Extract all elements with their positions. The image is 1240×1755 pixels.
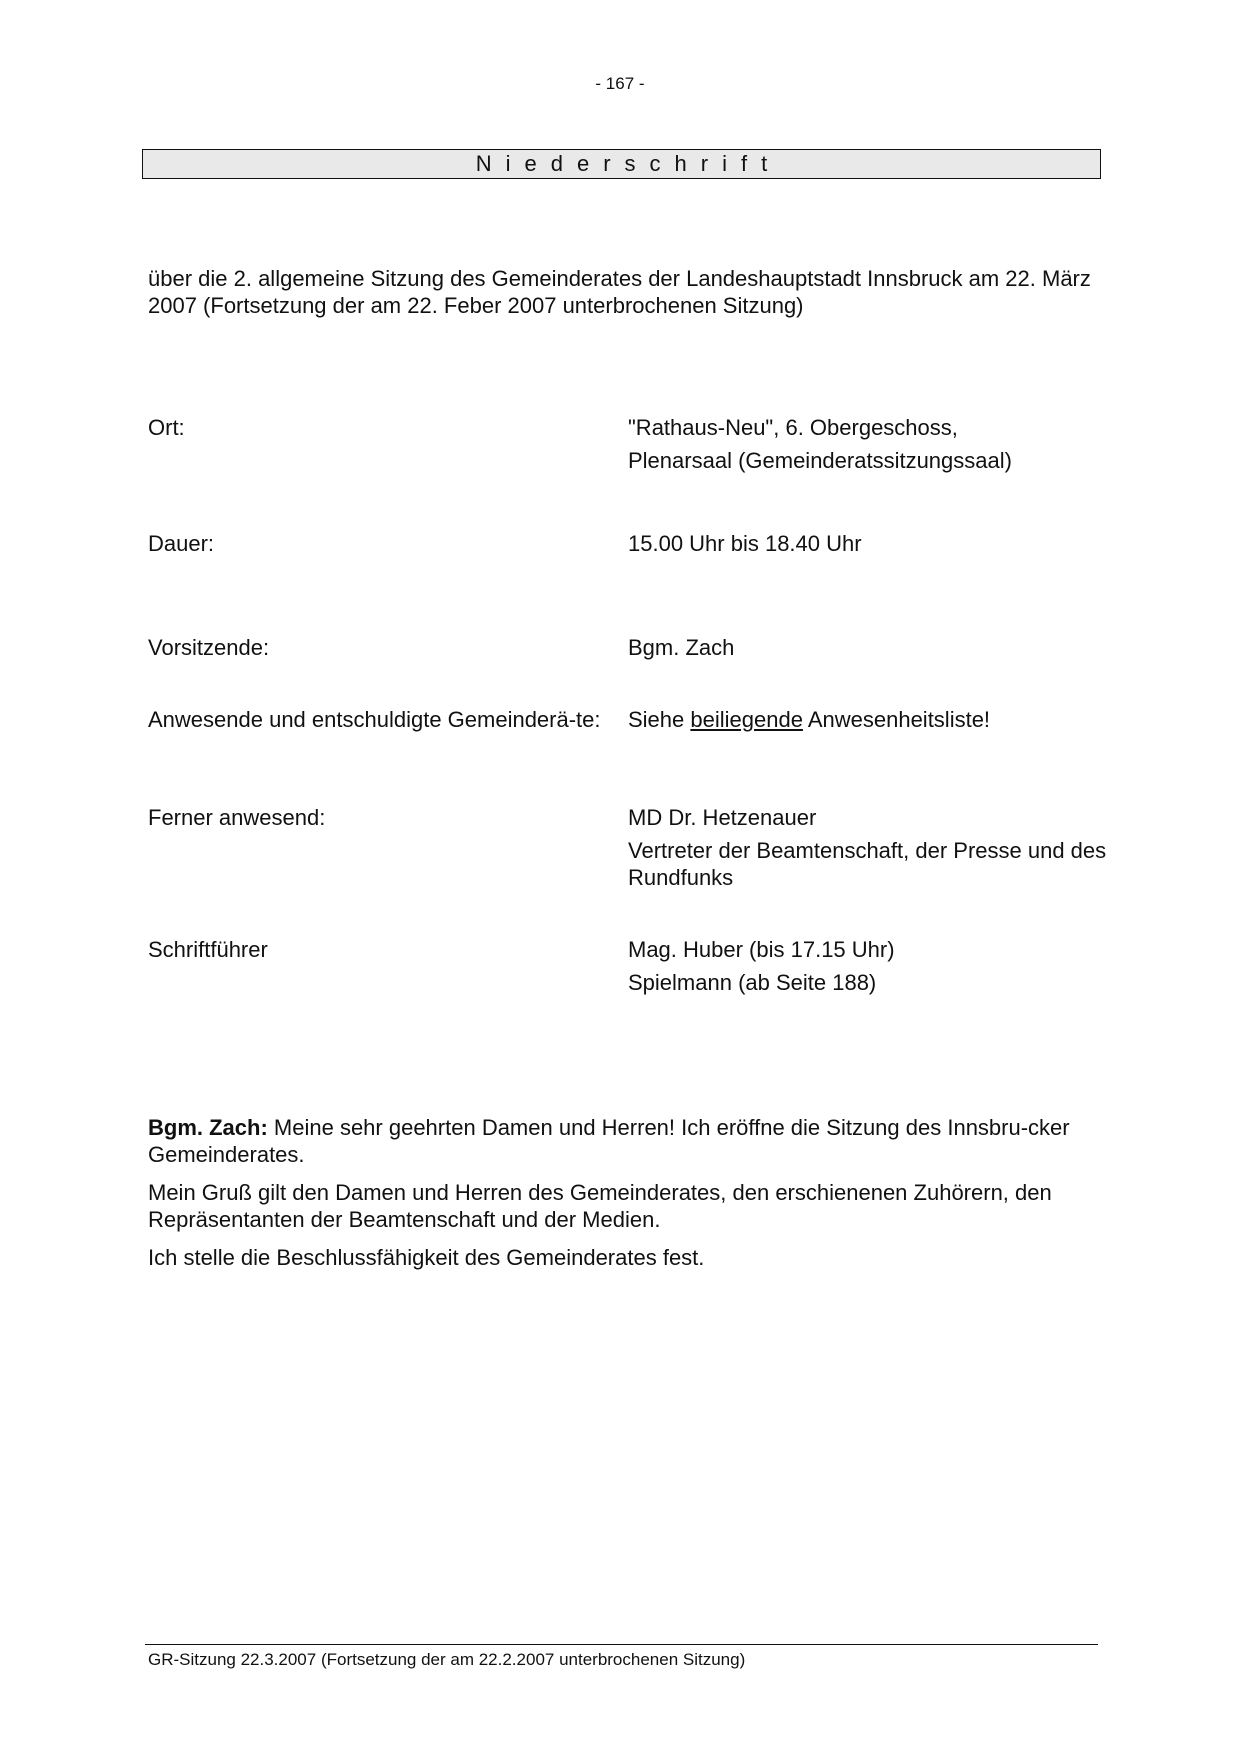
dauer-label: Dauer:: [148, 531, 215, 556]
schriftfuehrer-value: [628, 936, 1108, 1002]
footer-divider: [145, 1644, 1098, 1645]
anwesende-label: Anwesende und entschuldigte Gemeinderä-te:: [148, 707, 601, 732]
ferner-label: Ferner anwesend:: [148, 805, 326, 830]
schriftfuehrer-value-line2: Spielmann (ab Seite 188): [628, 970, 877, 995]
document-title: Niederschrift: [142, 149, 1101, 179]
anwesende-value-prefix: Siehe: [628, 707, 691, 732]
dauer-value: 15.00 Uhr bis 18.40 Uhr: [628, 531, 862, 556]
ort-value-line1: "Rathaus-Neu", 6. Obergeschoss,: [628, 415, 958, 440]
speech-paragraph-2: Mein Gruß gilt den Damen und Herren des Gemeinderates, den erschienenen Zuhörern, den Repräsentanten der Beamtenschaft und der Medien.: [148, 1180, 1052, 1232]
page-footer: GR-Sitzung 22.3.2007 (Fortsetzung der am 22.2.2007 unterbrochenen Sitzung): [148, 1650, 746, 1669]
anwesende-value-suffix: Anwesenheitsliste!: [802, 707, 991, 732]
schriftfuehrer-label: Schriftführer: [148, 937, 268, 962]
speech-paragraph-1: [148, 1114, 1098, 1168]
ferner-value-line1: MD Dr. Hetzenauer: [628, 805, 817, 830]
schriftfuehrer-value-line1: Mag. Huber (bis 17.15 Uhr): [628, 937, 895, 962]
vorsitzende-value: Bgm. Zach: [628, 635, 735, 660]
ferner-value: [628, 804, 1108, 897]
anwesende-value-underlined: beiliegende: [690, 707, 803, 732]
ort-value: [628, 414, 1108, 480]
anwesende-value: [628, 706, 1108, 733]
opening-speech: [148, 1114, 1098, 1282]
ferner-value-line2: Vertreter der Beamtenschaft, der Presse und des Rundfunks: [628, 838, 1107, 890]
vorsitzende-label: Vorsitzende:: [148, 635, 270, 660]
ort-value-line2: Plenarsaal (Gemeinderatssitzungssaal): [628, 448, 1012, 473]
speaker-name: Bgm. Zach:: [148, 1115, 268, 1140]
ort-label: Ort:: [148, 415, 185, 440]
speech-text-1: Meine sehr geehrten Damen und Herren! Ich eröffne die Sitzung des Innsbru-cker Gemeinderates.: [148, 1115, 1070, 1167]
session-intro: über die 2. allgemeine Sitzung des Gemeinderates der Landeshauptstadt Innsbruck am 22. März 2007 (Fortsetzung der am 22. Feber 2007 unterbrochenen Sitzung): [148, 266, 1091, 318]
page-number: - 167 -: [595, 74, 645, 93]
speech-paragraph-3: Ich stelle die Beschlussfähigkeit des Gemeinderates fest.: [148, 1245, 705, 1270]
